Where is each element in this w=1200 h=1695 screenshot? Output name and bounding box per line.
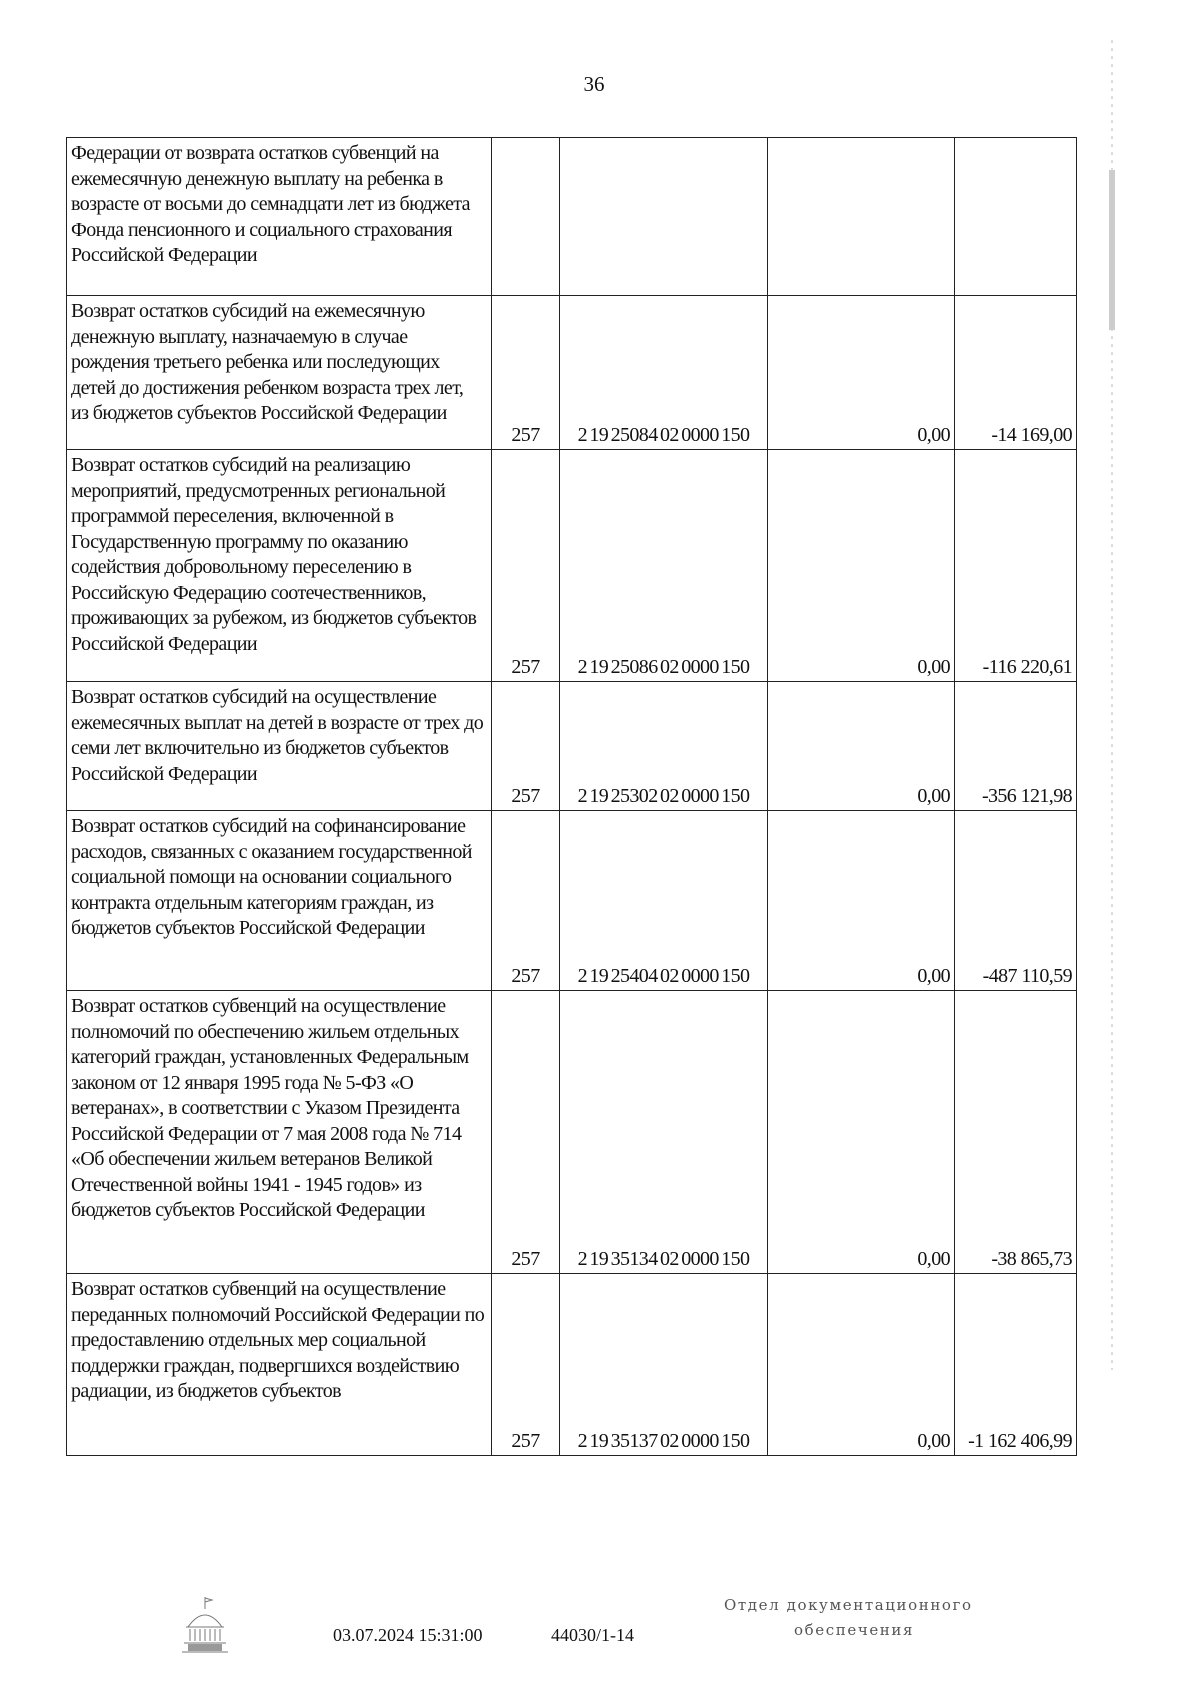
table-row — [67, 138, 1077, 296]
row-budget-code: 2 19 35134 02 0000 150 — [560, 991, 768, 1274]
row-amount-2: -116 220,61 — [955, 450, 1077, 682]
row-amount-2: -38 865,73 — [955, 991, 1077, 1274]
row-description: Возврат остатков субсидий на ежемесячную денежную выплату, назначаемую в случае рождения третьего ребенка или последующих детей до достижения ребенком возраста трех лет, из бюджетов субъектов Российской Федерации — [67, 296, 492, 450]
row-description: Возврат остатков субсидий на реализацию мероприятий, предусмотренных региональной программой переселения, включенной в Государственную программу по оказанию содействия добровольному переселению в Российскую Федерацию соотечественников, проживающих за рубежом, из бюджетов субъектов Российской Федерации — [67, 450, 492, 682]
row-amount-2 — [955, 138, 1077, 296]
duma-emblem-icon — [178, 1595, 232, 1655]
row-budget-code: 2 19 25084 02 0000 150 — [560, 296, 768, 450]
table-row — [67, 811, 1077, 991]
budget-table — [66, 137, 1077, 1456]
row-amount-2: -14 169,00 — [955, 296, 1077, 450]
department-stamp-line2: обеспечения — [794, 1621, 915, 1639]
table-row — [67, 682, 1077, 811]
row-description: Возврат остатков субвенций на осуществление полномочий по обеспечению жильем отдельных категорий граждан, установленных Федеральным законом от 12 января 1995 года № 5-ФЗ «О ветеранах», в соответствии с Указом Президента Российской Федерации от 7 мая 2008 года № 714 «Об обеспечении жильем ветеранов Великой Отечественной войны 1941 - 1945 годов» из бюджетов субъектов Российской Федерации — [67, 991, 492, 1274]
row-admin-code: 257 — [492, 682, 560, 811]
page-number: 36 — [583, 72, 605, 96]
row-description: Возврат остатков субвенций на осуществление переданных полномочий Российской Федерации по предоставлению отдельных мер социальной поддержки граждан, подвергшихся воздействию радиации, из бюджетов субъектов — [67, 1274, 492, 1456]
table-row — [67, 450, 1077, 682]
document-datetime: 03.07.2024 15:31:00 — [333, 1625, 483, 1645]
row-description: Возврат остатков субсидий на софинансирование расходов, связанных с оказанием государственной социальной помощи на основании социального контракта отдельным категориям граждан, из бюджетов субъектов Российской Федерации — [67, 811, 492, 991]
row-admin-code: 257 — [492, 450, 560, 682]
scan-edge-artifact — [1108, 40, 1116, 1370]
row-admin-code: 257 — [492, 811, 560, 991]
row-budget-code: 2 19 25086 02 0000 150 — [560, 450, 768, 682]
row-amount-1: 0,00 — [768, 811, 955, 991]
registration-number: 44030/1-14 — [551, 1625, 634, 1645]
table-row — [67, 991, 1077, 1274]
row-budget-code: 2 19 25404 02 0000 150 — [560, 811, 768, 991]
row-amount-1 — [768, 138, 955, 296]
row-amount-1: 0,00 — [768, 1274, 955, 1456]
row-budget-code: 2 19 25302 02 0000 150 — [560, 682, 768, 811]
table-row — [67, 296, 1077, 450]
row-budget-code — [560, 138, 768, 296]
row-admin-code: 257 — [492, 1274, 560, 1456]
row-amount-1: 0,00 — [768, 450, 955, 682]
department-stamp-line1: Отдел документационного — [724, 1596, 973, 1614]
row-admin-code: 257 — [492, 296, 560, 450]
row-description: Федерации от возврата остатков субвенций на ежемесячную денежную выплату на ребенка в возрасте от восьми до семнадцати лет из бюджета Фонда пенсионного и социального страхования Российской Федерации — [67, 138, 492, 296]
row-description: Возврат остатков субсидий на осуществление ежемесячных выплат на детей в возрасте от трех до семи лет включительно из бюджетов субъектов Российской Федерации — [67, 682, 492, 811]
row-amount-1: 0,00 — [768, 991, 955, 1274]
table-row — [67, 1274, 1077, 1456]
row-amount-2: -487 110,59 — [955, 811, 1077, 991]
row-admin-code: 257 — [492, 991, 560, 1274]
row-amount-1: 0,00 — [768, 296, 955, 450]
row-budget-code: 2 19 35137 02 0000 150 — [560, 1274, 768, 1456]
row-amount-2: -1 162 406,99 — [955, 1274, 1077, 1456]
row-admin-code — [492, 138, 560, 296]
row-amount-2: -356 121,98 — [955, 682, 1077, 811]
row-amount-1: 0,00 — [768, 682, 955, 811]
